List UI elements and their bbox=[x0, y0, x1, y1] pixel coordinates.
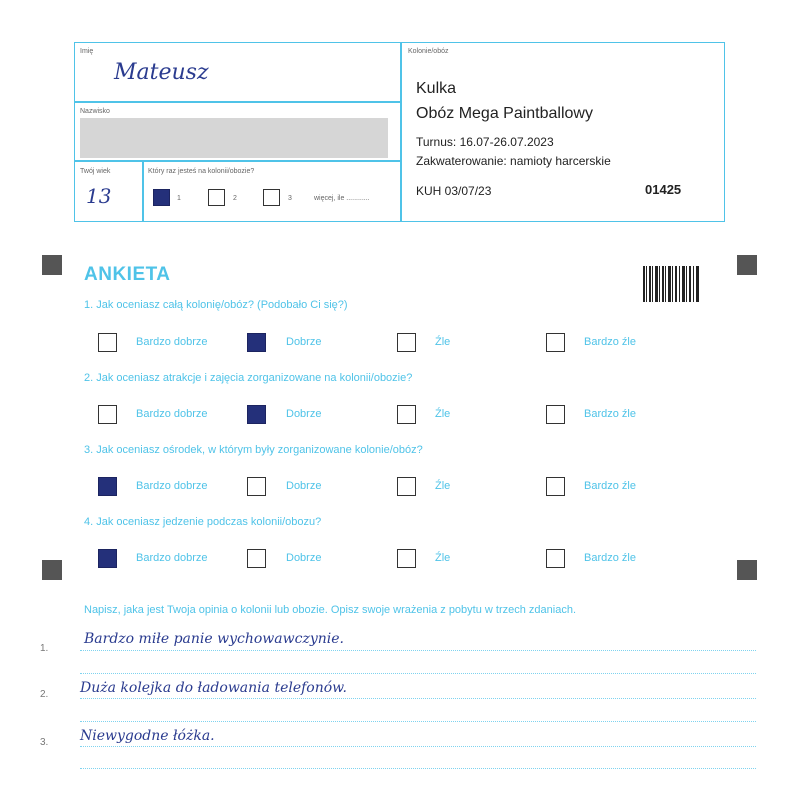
option-label: Dobrze bbox=[286, 408, 322, 420]
camp-accommodation: Zakwaterowanie: namioty harcerskie bbox=[416, 154, 611, 168]
q1-option-bardzo-dobrze[interactable] bbox=[98, 333, 117, 352]
header-divider bbox=[74, 101, 401, 103]
camp-name: Kulka bbox=[416, 80, 457, 97]
question-1: 1. Jak oceniasz całą kolonię/obóz? (Podobało Ci się?) bbox=[84, 299, 348, 311]
camp-turnus: Turnus: 16.07-26.07.2023 bbox=[416, 135, 554, 149]
q2-option-zle[interactable] bbox=[397, 405, 416, 424]
q2-option-bardzo-dobrze[interactable] bbox=[98, 405, 117, 424]
q3-option-bardzo-zle[interactable] bbox=[546, 477, 565, 496]
times-checkbox-2[interactable] bbox=[208, 189, 225, 206]
age-label: Twój wiek bbox=[80, 168, 111, 175]
option-label: Dobrze bbox=[286, 552, 322, 564]
option-label: Źle bbox=[435, 480, 451, 492]
corner-marker bbox=[42, 255, 62, 275]
times-label: Który raz jesteś na kolonii/obozie? bbox=[148, 168, 255, 175]
q3-option-bardzo-dobrze[interactable] bbox=[98, 477, 117, 496]
camp-number: 01425 bbox=[645, 182, 682, 197]
barcode-icon bbox=[643, 266, 699, 302]
answer-line bbox=[80, 746, 756, 747]
option-label: Bardzo źle bbox=[584, 480, 636, 492]
answer-line bbox=[80, 673, 756, 674]
answer-1[interactable]: Bardzo miłe panie wychowawczynie. bbox=[84, 631, 344, 647]
header-divider bbox=[74, 160, 401, 162]
answer-3[interactable]: Niewygodne łóżka. bbox=[80, 728, 215, 744]
redacted-surname bbox=[80, 118, 388, 158]
age-value: 13 bbox=[86, 184, 112, 208]
option-label: Dobrze bbox=[286, 480, 322, 492]
q1-option-dobrze[interactable] bbox=[247, 333, 266, 352]
camp-label: Kolonie/obóz bbox=[408, 48, 449, 55]
line-number: 3. bbox=[40, 737, 49, 748]
q4-option-zle[interactable] bbox=[397, 549, 416, 568]
option-label: Bardzo dobrze bbox=[136, 408, 208, 420]
answer-line bbox=[80, 698, 756, 699]
line-number: 1. bbox=[40, 643, 49, 654]
corner-marker bbox=[737, 560, 757, 580]
line-number: 2. bbox=[40, 689, 49, 700]
option-label: Źle bbox=[435, 552, 451, 564]
times-more: więcej, ile ............ bbox=[314, 195, 370, 202]
question-3: 3. Jak oceniasz ośrodek, w którym były zorganizowane kolonie/obóz? bbox=[84, 444, 423, 456]
survey-title: ANKIETA bbox=[84, 264, 171, 285]
answer-2[interactable]: Duża kolejka do ładowania telefonów. bbox=[80, 680, 347, 696]
opinion-prompt: Napisz, jaka jest Twoja opinia o kolonii lub obozie. Opisz swoje wrażenia z pobytu w trzech zdaniach. bbox=[84, 604, 576, 616]
answer-line bbox=[80, 721, 756, 722]
header-divider bbox=[400, 42, 402, 222]
option-label: Bardzo źle bbox=[584, 408, 636, 420]
header-divider bbox=[142, 160, 144, 222]
corner-marker bbox=[737, 255, 757, 275]
q1-option-zle[interactable] bbox=[397, 333, 416, 352]
question-2: 2. Jak oceniasz atrakcje i zajęcia zorganizowane na kolonii/obozie? bbox=[84, 372, 413, 384]
corner-marker bbox=[42, 560, 62, 580]
option-label: Źle bbox=[435, 408, 451, 420]
q4-option-dobrze[interactable] bbox=[247, 549, 266, 568]
option-label: Bardzo źle bbox=[584, 552, 636, 564]
camp-subtitle: Obóz Mega Paintballowy bbox=[416, 105, 593, 122]
surname-label: Nazwisko bbox=[80, 108, 110, 115]
question-4: 4. Jak oceniasz jedzenie podczas kolonii/obozu? bbox=[84, 516, 322, 528]
option-label: Bardzo dobrze bbox=[136, 336, 208, 348]
times-option-1: 1 bbox=[177, 195, 181, 202]
q2-option-dobrze[interactable] bbox=[247, 405, 266, 424]
times-option-2: 2 bbox=[233, 195, 237, 202]
option-label: Bardzo dobrze bbox=[136, 552, 208, 564]
q4-option-bardzo-dobrze[interactable] bbox=[98, 549, 117, 568]
option-label: Dobrze bbox=[286, 336, 322, 348]
times-checkbox-1[interactable] bbox=[153, 189, 170, 206]
name-label: Imię bbox=[80, 48, 94, 55]
answer-line bbox=[80, 650, 756, 651]
q4-option-bardzo-zle[interactable] bbox=[546, 549, 565, 568]
q2-option-bardzo-zle[interactable] bbox=[546, 405, 565, 424]
option-label: Źle bbox=[435, 336, 451, 348]
q1-option-bardzo-zle[interactable] bbox=[546, 333, 565, 352]
option-label: Bardzo dobrze bbox=[136, 480, 208, 492]
answer-line bbox=[80, 768, 756, 769]
q3-option-dobrze[interactable] bbox=[247, 477, 266, 496]
name-value: Mateusz bbox=[114, 60, 209, 85]
camp-code: KUH 03/07/23 bbox=[416, 184, 492, 198]
q3-option-zle[interactable] bbox=[397, 477, 416, 496]
times-option-3: 3 bbox=[288, 195, 292, 202]
times-checkbox-3[interactable] bbox=[263, 189, 280, 206]
option-label: Bardzo źle bbox=[584, 336, 636, 348]
